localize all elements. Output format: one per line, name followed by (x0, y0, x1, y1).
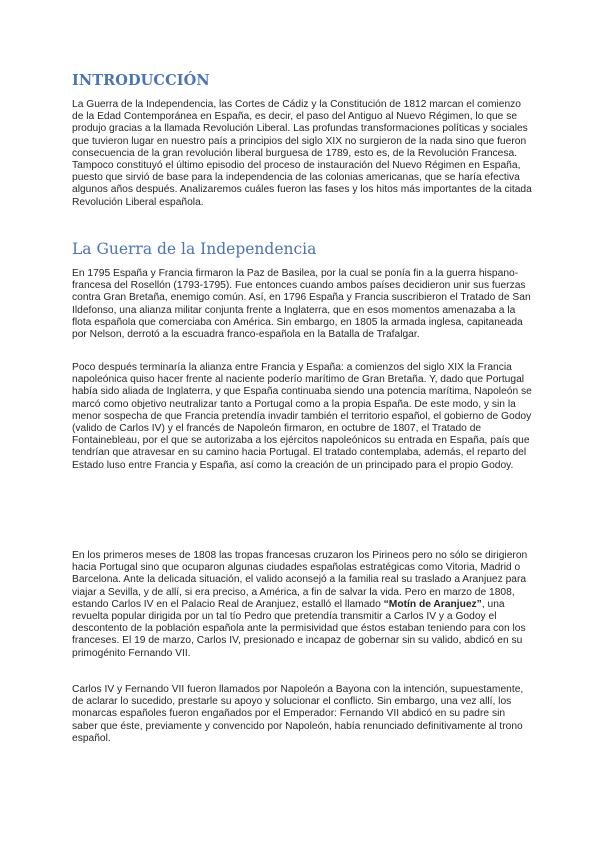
paragraph-aranjuez (72, 550, 532, 660)
paragraph-peace-of-basel: En 1795 España y Francia firmaron la Paz de Basilea, por la cual se ponía fin a la guerra hispano-francesa del Rosellón (1793-1795). Fue entonces cuando ambos países decidieron unir sus fuerzas contra Gran Bretaña, enemigo común. Así, en 1796 España y Francia suscribieron el Tratado de San Ildefonso, una alianza militar conjunta frente a Inglaterra, que en esos momentos amenazaba a la flota española que comerciaba con América. Sin embargo, en 1805 la armada inglesa, capitaneada por Nelson, derrotó a la escuadra franco-española en la Batalla de Trafalgar. (72, 268, 531, 341)
paragraph-bayona: Carlos IV y Fernando VII fueron llamados por Napoleón a Bayona con la intención, supuestamente, de aclarar lo sucedido, prestarle su apoyo y solucionar el conflicto. Sin embargo, una vez allí, los monarcas españoles fueron engañados por el Emperador: Fernando VII abdicó en su padre sin saber que éste, previamente y convencido por Napoleón, había renunciado definitivamente al trono español. (72, 684, 524, 744)
paragraph-fontainebleau: Poco después terminaría la alianza entre Francia y España: a comienzos del siglo XIX la Francia napoleónica quiso hacer frente al naciente poderío marítimo de Gran Bretaña. Y, dado que Portugal había sido aliada de Inglaterra, y que España continuaba siendo una potencia marítima, Napoleón se marcó como objetivo neutralizar tanto a Portugal como a la propia España. De este modo, y sin la menor sospecha de que Francia pretendía invadir también el territorio español, el gobierno de Godoy (valido de Carlos IV) y el francés de Napoleón firmaron, en octubre de 1807, el Tratado de Fontainebleau, por el que se autorizaba a los ejércitos napoleónicos su entrada en España, país que tendrían que atravesar en su camino hacia Portugal. El tratado contemplaba, además, el reparto del Estado luso entre Francia y España, así como la creación de un principado para el propio Godoy. (72, 362, 532, 471)
motin-de-aranjuez-emphasis: “Motín de Aranjuez” (383, 598, 482, 610)
paragraph-aranjuez-text-end: , una revuelta popular dirigida por un tal tío Pedro que pretendía transmitir a Carlos IV y a Godoy el descontento de la población española ante la permisividad que éstos estaban teniendo para con los franceses. El 19 de marzo, Carlos IV, presionado e incapaz de gobernar sin su valido, abdicó en su primogénito Fernando VII. (72, 598, 526, 659)
intro-heading: INTRODUCCIÓN (72, 72, 210, 89)
paragraph-aranjuez-text-start: En los primeros meses de 1808 las tropas francesas cruzaron los Pirineos pero no sólo se dirigieron hacia Portugal sino que ocuparon algunas ciudades españolas estratégicas como Vitoria, Madrid o Barcelona. Ante la delicada situación, el valido aconsejó a la familia real su traslado a Aranjuez para viajar a Sevilla, y de allí, si era preciso, a América, a fin de salvar la vida. Pero en marzo de 1808, estando Carlos IV en el Palacio Real de Aranjuez, estalló el llamado (72, 550, 528, 610)
intro-paragraph: La Guerra de la Independencia, las Cortes de Cádiz y la Constitución de 1812 marcan el comienzo de la Edad Contemporánea en España, es decir, el paso del Antiguo al Nuevo Régimen, lo que se produjo gracias a la llamada Revolución Liberal. Las profundas transformaciones políticas y sociales que tuvieron lugar en nuestro país a principios del siglo XIX no surgieron de la nada sino que fueron consecuencia de la gran revolución liberal burguesa de 1789, esto es, de la Revolución Francesa. Tampoco constituyó el último episodio del proceso de instauración del Nuevo Régimen en España, puesto que sirvió de base para la independencia de las colonias americanas, que se haría efectiva algunos años después. Analizaremos cuáles fueron las fases y los hitos más importantes de la citada Revolución Liberal española. (72, 99, 532, 208)
section-heading: La Guerra de la Independencia (72, 240, 317, 258)
